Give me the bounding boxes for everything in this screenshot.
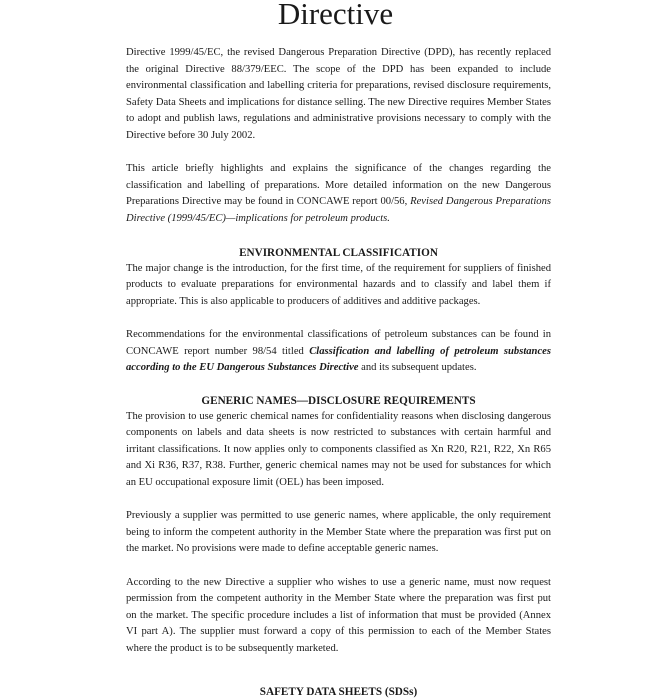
generic-paragraph-3: According to the new Directive a supplier who wishes to use a generic name, must now request permission from the competent authority in the Member State where the preparation was first put on the market. The specific procedure includes a list of information that must be provided (Annex VI part A). The supplier must forward a copy of this permission to each of the Member States where the product is to be subsequently marketed. [126,576,551,654]
intro-paragraph-2-report-title: Revised Dangerous Preparations Directive (1999/45/EC)—implications for petroleum products. [126,196,552,224]
generic-paragraph-2: Previously a supplier was permitted to use generic names, where applicable, the only requirement being to inform the competent authority in the Member State where the preparation was first put on the market. No provisions were made to define acceptable generic names. [126,510,551,555]
environmental-paragraph-2-report-title: Classification and labelling of petroleum substances according to the EU Dangerous Substances Directive [126,345,551,374]
intro-paragraph-2-text: This article briefly highlights and explains the significance of the changes regarding the classification and labelling of preparations. More detailed information on the new Dangerous Preparations Directive may be found in CONCAWE report 00/56, [126,163,551,208]
environmental-paragraph-1: The major change is the introduction, for the first time, of the requirement for suppliers of finished products to evaluate preparations for environmental hazards and to classify and label them if appropriate. This is also applicable to producers of additives and additive packages. [126,262,551,307]
intro-paragraph-2 [126,161,551,227]
section-heading-safety-data-sheets: SAFETY DATA SHEETS (SDSs) [259,685,418,698]
generic-paragraph-1: The provision to use generic chemical names for confidentiality reasons when disclosing dangerous components on labels and data sheets is now restricted to substances with certain harmful and irritant classifications. It now applies only to components classified as Xn R20, R21, R22, Xn R65 and Xi R36, R37, R38. Further, generic chemical names may not be used for substances for which an EU occupational exposure limit (OEL) has been imposed. [126,410,551,489]
section-heading-generic-names: GENERIC NAMES—DISCLOSURE REQUIREMENTS [201,394,476,407]
environmental-paragraph-2-tail: and its subsequent updates. [358,362,477,374]
page-title: Directive [277,0,394,31]
intro-paragraph-1: Directive 1999/45/EC, the revised Dangerous Preparation Directive (DPD), has recently replaced the original Directive 88/379/EEC. The scope of the DPD has been expanded to include environmental classification and labelling criteria for preparations, revised disclosure requirements, Safety Data Sheets and implications for distance selling. The new Directive requires Member States to adopt and publish laws, regulations and administrative provisions necessary to comply with the Directive before 30 July 2002. [126,47,551,141]
environmental-paragraph-2 [126,327,551,377]
article-body [126,45,551,700]
section-heading-environmental: ENVIRONMENTAL CLASSIFICATION [239,246,438,259]
environmental-paragraph-2-text: Recommendations for the environmental classifications of petroleum substances can be found in CONCAWE report number 98/54 titled [126,328,551,357]
